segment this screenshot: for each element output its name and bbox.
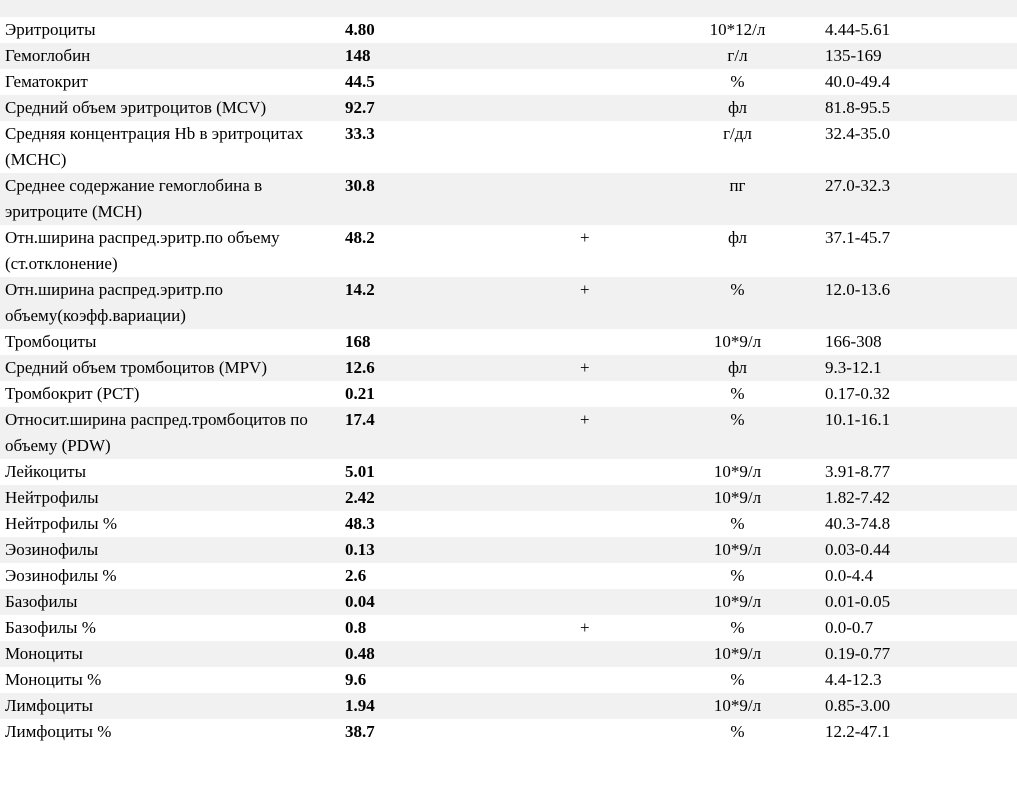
abnormal-flag [575,17,650,43]
test-value: 14.2 [340,277,575,329]
test-name: Базофилы [0,589,340,615]
table-row [0,511,1017,537]
test-name: Лимфоциты [0,693,340,719]
table-row [0,537,1017,563]
abnormal-flag [575,511,650,537]
abnormal-flag [575,719,650,745]
abnormal-flag [575,589,650,615]
test-name: Гемоглобин [0,43,340,69]
abnormal-flag [575,173,650,225]
table-row [0,563,1017,589]
test-value: 92.7 [340,95,575,121]
abnormal-flag [575,693,650,719]
test-name: Эозинофилы [0,537,340,563]
reference-range: 40.3-74.8 [825,514,891,533]
abnormal-flag [575,69,650,95]
reference-range: 81.8-95.5 [820,95,1017,121]
test-name: Базофилы % [5,618,96,637]
test-unit: 10*9/л [713,332,762,351]
test-name: Тромбоциты [5,332,97,351]
test-name: Лейкоциты [5,462,86,481]
test-unit: фл [727,228,748,247]
reference-range: 0.03-0.44 [820,537,1017,563]
results-table [0,17,1017,745]
test-name: Гематокрит [5,72,88,91]
table-row [0,589,1017,615]
abnormal-flag [575,329,650,355]
test-name: Тромбокрит (PCT) [5,384,140,403]
reference-range: 0.0-0.7 [825,618,874,637]
reference-range: 37.1-45.7 [825,228,891,247]
test-value: 2.6 [345,566,367,585]
test-unit: 10*9/л [650,537,820,563]
abnormal-flag [575,121,650,173]
reference-range: 9.3-12.1 [820,355,1017,381]
test-name: Эозинофилы % [5,566,117,585]
table-row [0,641,1017,667]
abnormal-flag: + [580,228,590,247]
test-name: Средняя концентрация Hb в эритроцитах (MCHC) [5,124,304,169]
table-row [0,173,1017,225]
test-unit: % [730,72,745,91]
abnormal-flag [575,381,650,407]
reference-range: 12.0-13.6 [820,277,1017,329]
table-row [0,329,1017,355]
test-value: 0.48 [340,641,575,667]
table-row [0,693,1017,719]
test-name: Моноциты % [5,670,102,689]
table-row [0,719,1017,745]
test-name: Эритроциты [5,20,96,39]
reference-range: 0.19-0.77 [820,641,1017,667]
test-name: Средний объем эритроцитов (MCV) [0,95,340,121]
test-unit: пг [650,173,820,225]
reference-range: 166-308 [825,332,882,351]
reference-range: 0.01-0.05 [820,589,1017,615]
reference-range: 4.44-5.61 [825,20,891,39]
results-table-body [0,17,1017,745]
test-unit: % [730,670,745,689]
table-row [0,407,1017,459]
abnormal-flag [575,537,650,563]
test-value: 168 [345,332,371,351]
table-row [0,485,1017,511]
test-unit: % [730,514,745,533]
reference-range: 12.2-47.1 [825,722,891,741]
test-unit: 10*9/л [650,641,820,667]
table-row [0,225,1017,277]
test-value: 1.94 [340,693,575,719]
abnormal-flag [575,459,650,485]
reference-range: 0.0-4.4 [825,566,874,585]
test-unit: 10*9/л [650,485,820,511]
test-unit: 10*9/л [713,462,762,481]
test-name: Лимфоциты % [5,722,112,741]
test-unit: фл [650,355,820,381]
abnormal-flag [575,563,650,589]
test-unit: 10*9/л [650,589,820,615]
test-name: Средний объем тромбоцитов (MPV) [0,355,340,381]
test-value: 9.6 [345,670,367,689]
abnormal-flag: + [575,407,650,459]
test-value: 0.8 [345,618,367,637]
table-row [0,667,1017,693]
reference-range: 10.1-16.1 [820,407,1017,459]
table-row [0,43,1017,69]
test-value: 48.3 [345,514,375,533]
test-name: Нейтрофилы [0,485,340,511]
table-row [0,459,1017,485]
test-name: Моноциты [0,641,340,667]
abnormal-flag [575,485,650,511]
reference-range: 1.82-7.42 [820,485,1017,511]
test-unit: % [650,407,820,459]
test-value: 4.80 [345,20,375,39]
test-unit: % [730,566,745,585]
test-value: 30.8 [340,173,575,225]
test-value: 38.7 [345,722,375,741]
test-value: 148 [340,43,575,69]
test-value: 48.2 [345,228,375,247]
table-row [0,615,1017,641]
test-name: Отн.ширина распред.эритр.по объему (ст.отклонение) [5,228,280,273]
reference-range: 4.4-12.3 [825,670,882,689]
abnormal-flag [575,667,650,693]
test-name: Нейтрофилы % [5,514,117,533]
test-name: Относит.ширина распред.тромбоцитов по объему (PDW) [0,407,340,459]
abnormal-flag: + [580,618,590,637]
reference-range: 40.0-49.4 [825,72,891,91]
test-name: Среднее содержание гемоглобина в эритроците (MCH) [0,173,340,225]
reference-range: 135-169 [820,43,1017,69]
test-value: 44.5 [345,72,375,91]
abnormal-flag [575,95,650,121]
table-row [0,355,1017,381]
test-unit: % [730,618,745,637]
reference-range: 32.4-35.0 [825,124,891,143]
test-unit: % [730,384,745,403]
table-row [0,381,1017,407]
reference-range: 27.0-32.3 [820,173,1017,225]
table-row [0,277,1017,329]
abnormal-flag [575,641,650,667]
reference-range: 3.91-8.77 [825,462,891,481]
reference-range: 0.17-0.32 [825,384,891,403]
test-unit: 10*12/л [709,20,766,39]
abnormal-flag [575,43,650,69]
test-value: 17.4 [340,407,575,459]
test-unit: % [730,722,745,741]
test-value: 5.01 [345,462,375,481]
abnormal-flag: + [575,277,650,329]
table-row [0,95,1017,121]
test-unit: г/л [650,43,820,69]
test-value: 12.6 [340,355,575,381]
table-row [0,69,1017,95]
test-value: 0.21 [345,384,375,403]
abnormal-flag: + [575,355,650,381]
test-unit: фл [650,95,820,121]
header-band [0,0,1017,17]
reference-range: 0.85-3.00 [820,693,1017,719]
table-row [0,121,1017,173]
test-unit: г/дл [723,124,752,143]
test-unit: % [650,277,820,329]
test-value: 2.42 [340,485,575,511]
test-value: 0.13 [340,537,575,563]
test-value: 33.3 [345,124,375,143]
test-name: Отн.ширина распред.эритр.по объему(коэфф.вариации) [0,277,340,329]
test-value: 0.04 [340,589,575,615]
table-row [0,17,1017,43]
test-unit: 10*9/л [650,693,820,719]
